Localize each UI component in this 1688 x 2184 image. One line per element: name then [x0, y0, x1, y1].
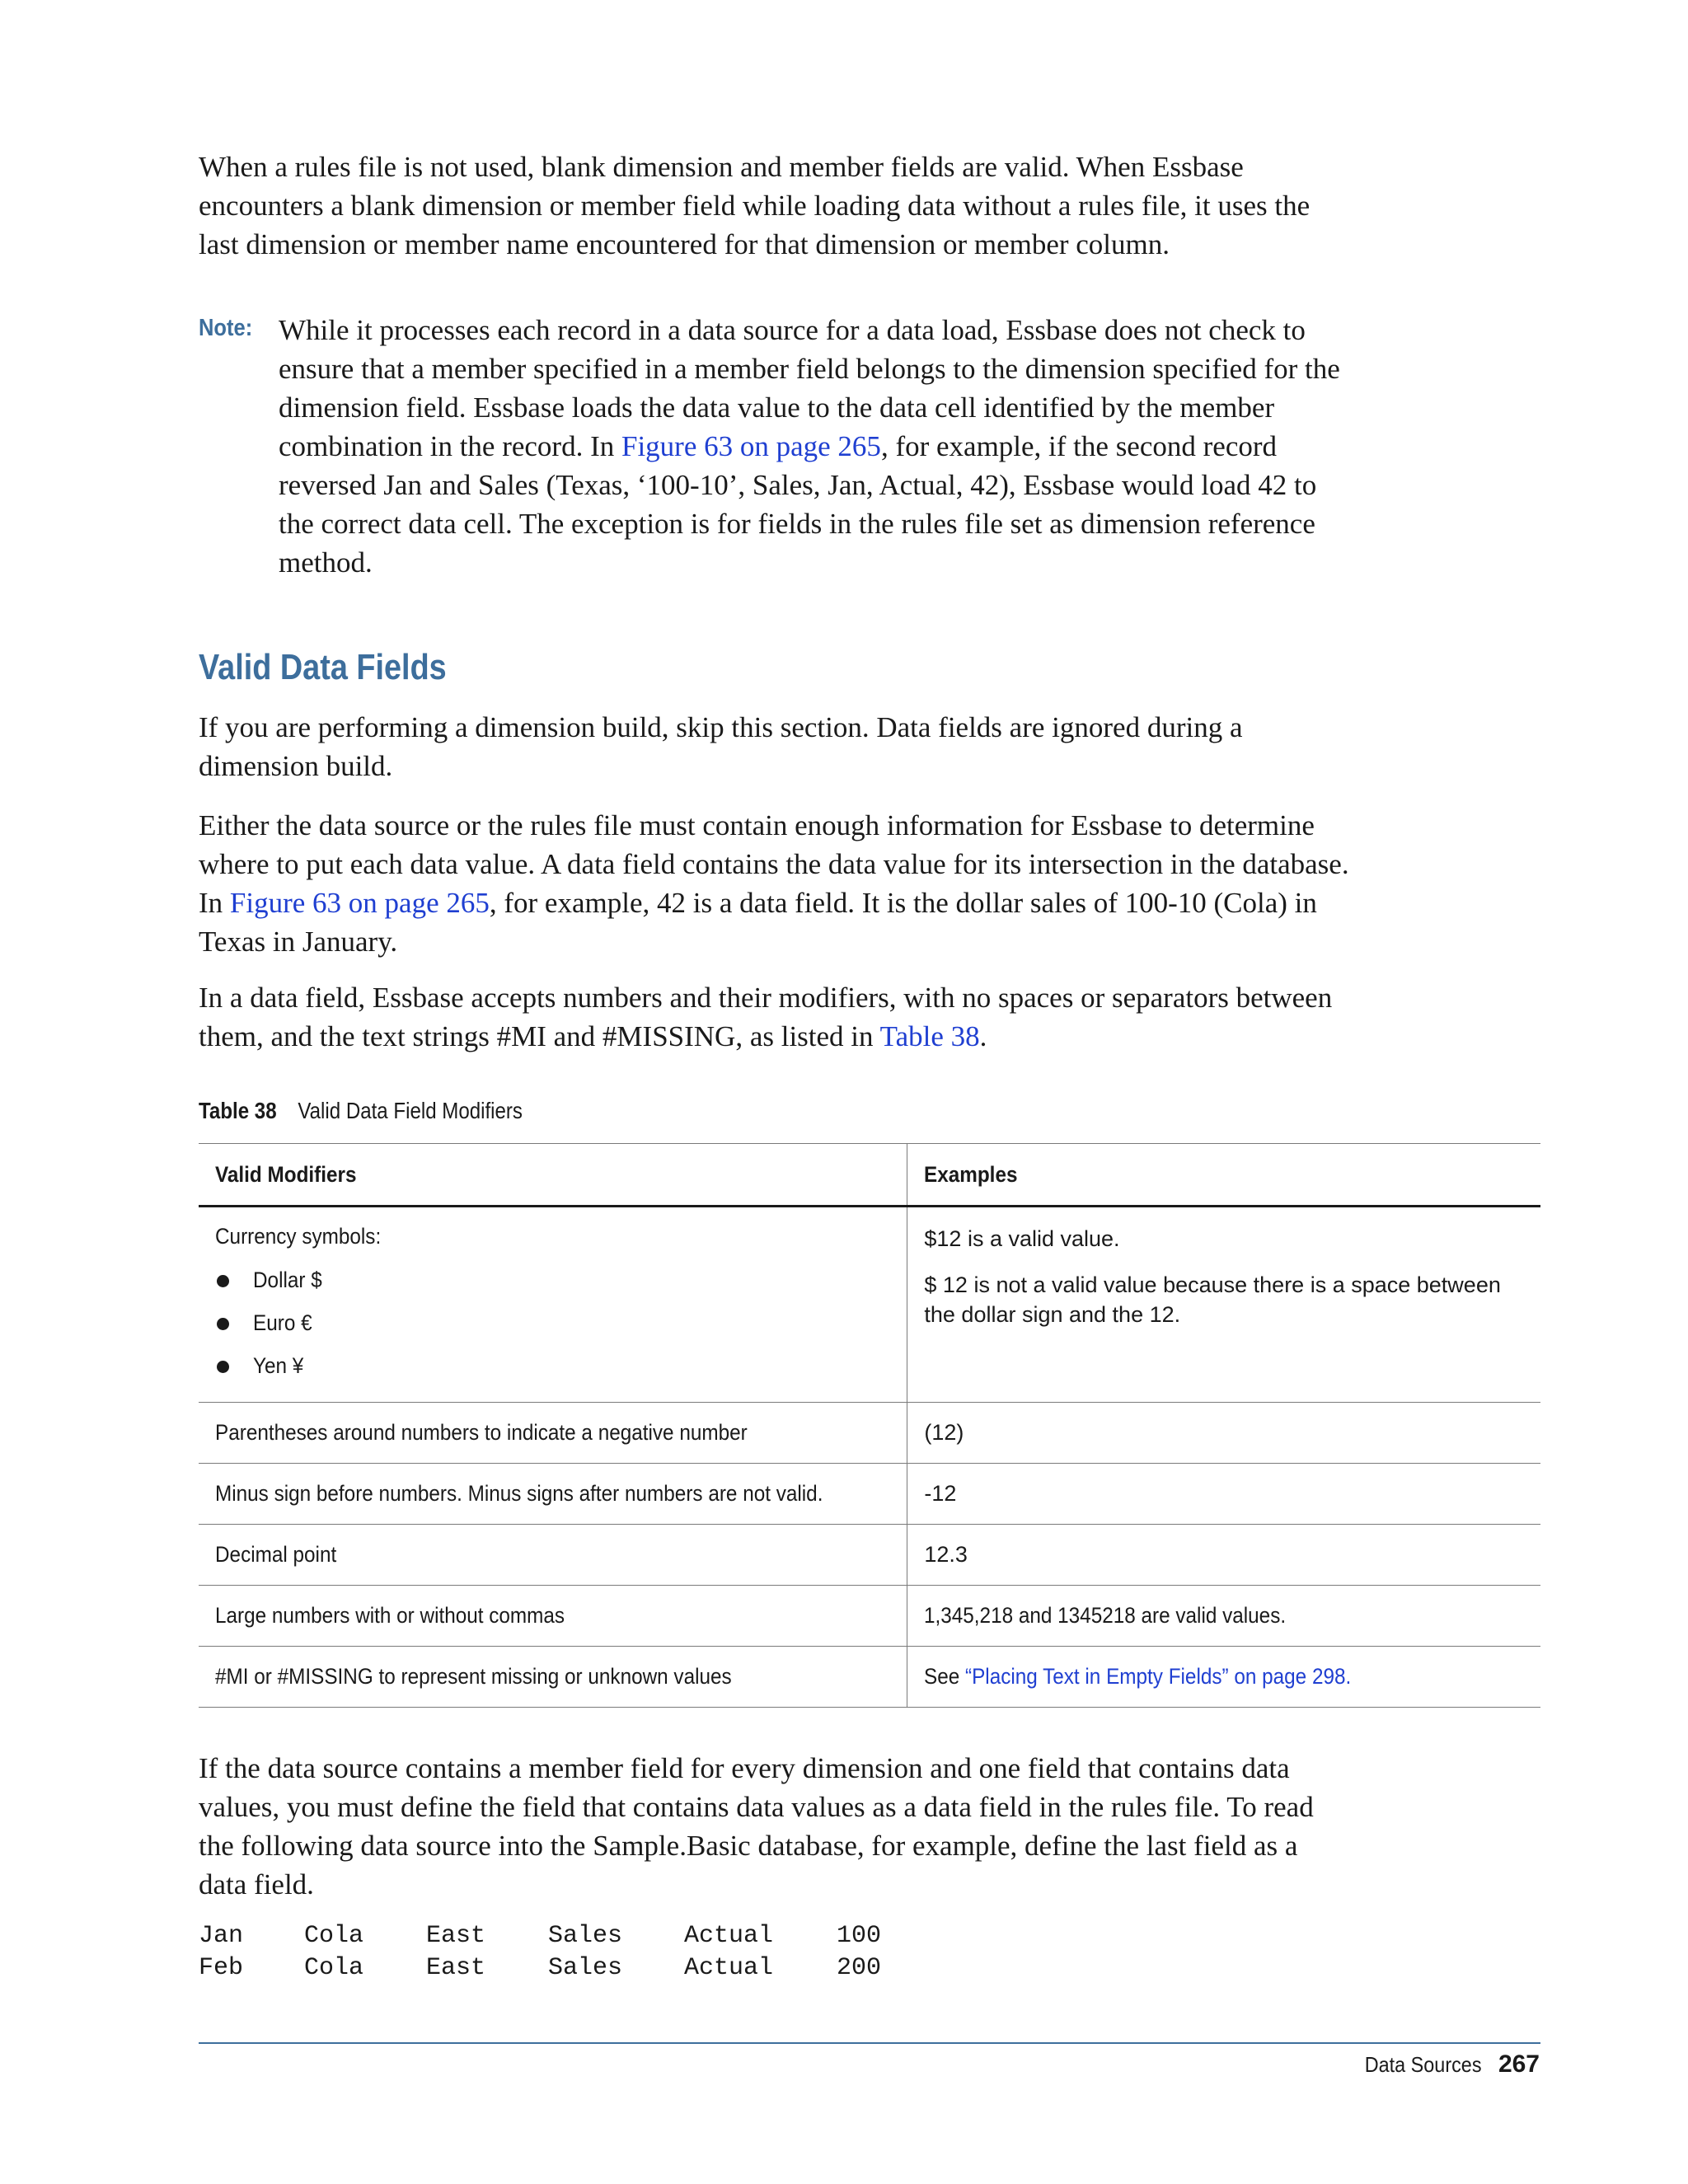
table-row	[199, 1207, 1540, 1403]
header-valid-modifiers: Valid Modifiers	[199, 1144, 907, 1207]
placing-text-link[interactable]: “Placing Text in Empty Fields” on page 298.	[965, 1664, 1352, 1689]
note-label: Note:	[199, 315, 253, 341]
modifier-cell: Decimal point	[199, 1525, 907, 1586]
table-header-row	[199, 1144, 1540, 1207]
table-number: Table 38	[199, 1098, 277, 1123]
data-field-paragraph: Either the data source or the rules file must contain enough information for Essbase to determine where to put each data value. A data field contains the data value for its intersection in the database. In Figure 63 on page 265, for example, 42 is a data field. It is the dollar sales of 100-10 (Cola) in Texas in January.	[199, 809, 1349, 958]
section-heading: Valid Data Fields	[199, 647, 447, 687]
footer-section-title: Data Sources	[1365, 2052, 1482, 2077]
code-row: Feb Cola East Sales Actual 200	[199, 1954, 882, 1982]
currency-cell	[199, 1207, 907, 1403]
page-footer	[1352, 2050, 1540, 2079]
table-row	[199, 1586, 1540, 1647]
intro-paragraph: When a rules file is not used, blank dimension and member fields are valid. When Essbase encounters a blank dimension or member field while loading data without a rules file, it uses the last dimension or member name encountered for that dimension or member column.	[199, 151, 1311, 260]
list-item: Yen ¥	[215, 1350, 890, 1393]
table-title: Valid Data Field Modifiers	[298, 1098, 523, 1123]
currency-list	[215, 1264, 890, 1393]
example-cell: See “Placing Text in Empty Fields” on page 298.	[907, 1647, 1540, 1708]
example-cell: -12	[907, 1464, 1540, 1525]
example-text: $ 12 is not a valid value because there is a space between the dollar sign and the 12.	[924, 1272, 1501, 1327]
example-cell: 12.3	[907, 1525, 1540, 1586]
table-row	[199, 1647, 1540, 1708]
modifiers-paragraph: In a data field, Essbase accepts numbers and their modifiers, with no spaces or separators between them, and the text strings #MI and #MISSING, as listed in Table 38.	[199, 982, 1333, 1052]
table-row	[199, 1464, 1540, 1525]
figure-63-link-2[interactable]: Figure 63 on page 265	[229, 887, 490, 919]
footer-divider	[199, 2042, 1540, 2044]
code-row: Jan Cola East Sales Actual 100	[199, 1922, 882, 1950]
table-row	[199, 1403, 1540, 1464]
currency-label: Currency symbols:	[215, 1224, 382, 1249]
list-item: Euro €	[215, 1307, 890, 1350]
modifiers-table	[199, 1143, 1540, 1708]
table-caption	[199, 1098, 523, 1124]
example-text: $12 is a valid value.	[924, 1226, 1120, 1251]
example-cell: 1,345,218 and 1345218 are valid values.	[907, 1586, 1540, 1647]
figure-63-link[interactable]: Figure 63 on page 265	[621, 430, 881, 462]
code-sample	[199, 1920, 881, 1985]
modifier-cell: Minus sign before numbers. Minus signs after numbers are not valid.	[199, 1464, 907, 1525]
dimension-build-paragraph: If you are performing a dimension build, skip this section. Data fields are ignored during a dimension build.	[199, 711, 1243, 782]
modifier-cell: #MI or #MISSING to represent missing or unknown values	[199, 1647, 907, 1708]
header-examples: Examples	[907, 1144, 1540, 1207]
page-number: 267	[1498, 2050, 1540, 2078]
table-38-link[interactable]: Table 38	[879, 1020, 980, 1052]
currency-examples-cell	[907, 1207, 1540, 1403]
define-data-field-paragraph: If the data source contains a member field for every dimension and one field that contains data values, you must define the field that contains data values as a data field in the rules file. To read the following data source into the Sample.Basic database, for example, define the last field as a data field.	[199, 1752, 1314, 1900]
list-item: Dollar $	[215, 1264, 890, 1307]
example-cell: (12)	[907, 1403, 1540, 1464]
table-row	[199, 1525, 1540, 1586]
note-text: While it processes each record in a data source for a data load, Essbase does not check to ensure that a member specified in a member field belongs to the dimension specified for the dimension field. Essbase loads the data value to the data cell identified by the member combination in the record. In Figure 63 on page 265, for example, if the second record reversed Jan and Sales (Texas, ‘100-10’, Sales, Jan, Actual, 42), Essbase would load 42 to the correct data cell. The exception is for fields in the rules file set as dimension reference method.	[279, 314, 1340, 579]
modifier-cell: Large numbers with or without commas	[199, 1586, 907, 1647]
modifier-cell: Parentheses around numbers to indicate a negative number	[199, 1403, 907, 1464]
